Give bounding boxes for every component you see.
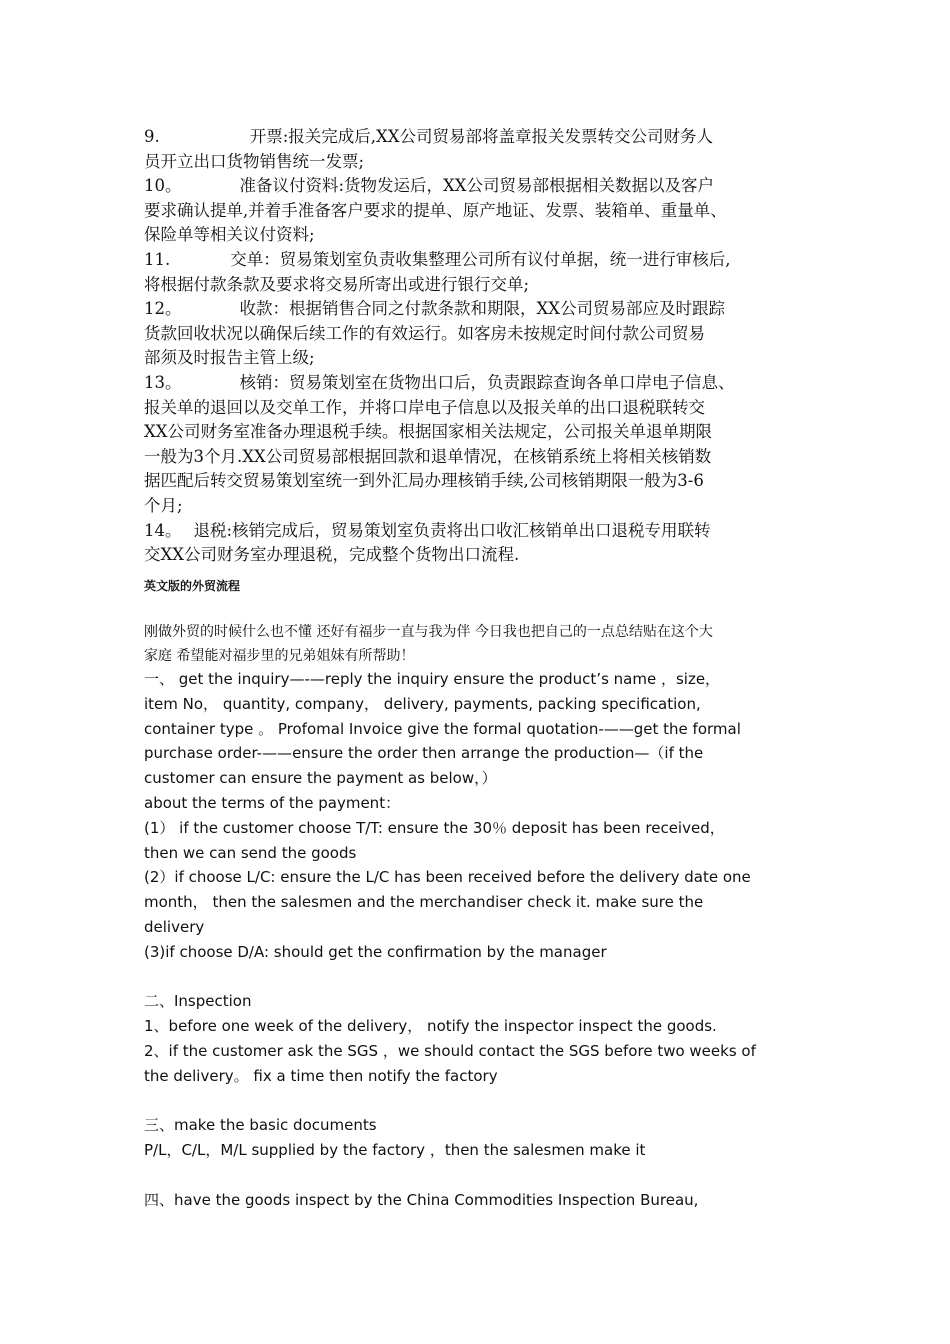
step-13-line-4: 一般为3个月.XX公司贸易部根据回款和退单情况，在核销系统上将相关核销数 — [144, 446, 712, 466]
en-line-17: the delivery。 fix a time then notify the factory — [144, 1066, 498, 1085]
en-line-ciq-heading: 四、have the goods inspect by the China Commodities Inspection Bureau, — [144, 1190, 699, 1209]
step-13-line-6: 个月; — [144, 495, 183, 515]
en-line-5: customer can ensure the payment as below，） — [144, 769, 497, 788]
step-13-line-2: 报关单的退回以及交单工作，并将口岸电子信息以及报关单的出口退税联转交 — [144, 397, 705, 417]
step-13-line-3: XX公司财务室准备办理退税手续。根据国家相关法规定，公司报关单退单期限 — [144, 422, 712, 442]
en-line-12: (3)if choose D/A: should get the confirmation by the manager — [144, 942, 607, 961]
en-line-10: month， then the salesmen and the merchandiser check it. make sure the — [144, 893, 704, 912]
step-14-line-2: 交XX公司财务室办理退税，完成整个货物出口流程. — [144, 545, 520, 565]
en-blank-2 — [144, 1089, 824, 1114]
step-13-text: 核销：贸易策划室在货物出口后，负责跟踪查询各单口岸电子信息、 — [239, 372, 735, 392]
step-12-line-3: 部须及时报告主管上级; — [144, 348, 315, 368]
step-14-text: 退税:核销完成后，贸易策划室负责将出口收汇核销单出口退税专用联转 — [193, 520, 711, 540]
step-14-number: 14。 — [144, 520, 182, 540]
step-13-line-1 — [144, 371, 824, 396]
en-line-1: 一、 get the inquiry—-—reply the inquiry ensure the product’s name ，size， — [144, 670, 721, 688]
step-13-line-5: 据匹配后转交贸易策划室统一到外汇局办理核销手续,公司核销期限一般为3-6 — [144, 471, 704, 491]
en-blank-1 — [144, 965, 824, 990]
step-11-text: 交单：贸易策划室负责收集整理公司所有议付单据，统一进行审核后, — [230, 249, 731, 269]
step-10-number: 10。 — [144, 176, 182, 196]
english-process-text — [144, 667, 824, 1213]
en-line-2: item No， quantity, company， delivery, payments, packing specification, — [144, 694, 701, 713]
step-9-text: 开票:报关完成后,XX公司贸易部将盖章报关发票转交公司财务人 — [249, 127, 714, 146]
en-line-16: 2、if the customer ask the SGS ，we should contact the SGS before two weeks of — [144, 1041, 756, 1060]
intro-paragraph — [144, 620, 824, 668]
step-10-line-1 — [144, 174, 824, 199]
step-10-line-2: 要求确认提单,并着手准备客户要求的提单、原产地证、发票、装箱单、重量单、 — [144, 200, 727, 220]
en-line-20: P/L，C/L，M/L supplied by the factory ，then the salesmen make it — [144, 1141, 646, 1160]
en-line-6: about the terms of the payment： — [144, 793, 401, 812]
step-11-line-1 — [144, 248, 824, 273]
step-10-line-3: 保险单等相关议付资料; — [144, 225, 315, 245]
step-11-line-2: 将根据付款条款及要求将交易所寄出或进行银行交单; — [144, 274, 530, 294]
step-12-number: 12。 — [144, 299, 182, 319]
step-9-line-2: 员开立出口货物销售统一发票; — [144, 151, 365, 171]
en-line-15: 1、before one week of the delivery， notify the inspector inspect the goods. — [144, 1017, 717, 1036]
en-line-7: (1） if the customer choose T/T: ensure the 30％ deposit has been received， — [144, 818, 725, 837]
section-heading: 英文版的外贸流程 — [144, 579, 241, 593]
step-14-line-1 — [144, 519, 824, 544]
en-blank-3 — [144, 1163, 824, 1188]
chinese-process-steps — [144, 125, 824, 568]
step-9-line-1 — [144, 125, 824, 150]
step-11-number: 11. — [144, 249, 171, 269]
en-line-9: (2）if choose L/C: ensure the L/C has been received before the delivery date one — [144, 868, 751, 887]
en-line-8: then we can send the goods — [144, 843, 357, 862]
step-12-text: 收款：根据销售合同之付款条款和期限，XX公司贸易部应及时跟踪 — [239, 299, 725, 319]
en-line-4: purchase order-——ensure the order then arrange the production—（if the — [144, 744, 704, 763]
en-line-3: container type 。 Profomal Invoice give the formal quotation-——get the formal — [144, 719, 741, 738]
step-10-text: 准备议付资料:货物发运后，XX公司贸易部根据相关数据以及客户 — [239, 176, 715, 196]
step-9-number: 9. — [144, 127, 160, 146]
en-line-11: delivery — [144, 917, 205, 936]
step-12-line-2: 货款回收状况以确保后续工作的有效运行。如客房未按规定时间付款公司贸易 — [144, 323, 705, 343]
step-12-line-1 — [144, 297, 824, 322]
intro-line-1: 刚做外贸的时候什么也不懂 还好有福步一直与我为伴 今日我也把自己的一点总结贴在这个大 — [144, 624, 713, 640]
step-13-number: 13。 — [144, 372, 182, 392]
en-line-inspection-heading: 二、Inspection — [144, 992, 252, 1011]
intro-line-2: 家庭 希望能对福步里的兄弟姐妹有所帮助！ — [144, 648, 415, 664]
en-line-documents-heading: 三、make the basic documents — [144, 1116, 377, 1135]
